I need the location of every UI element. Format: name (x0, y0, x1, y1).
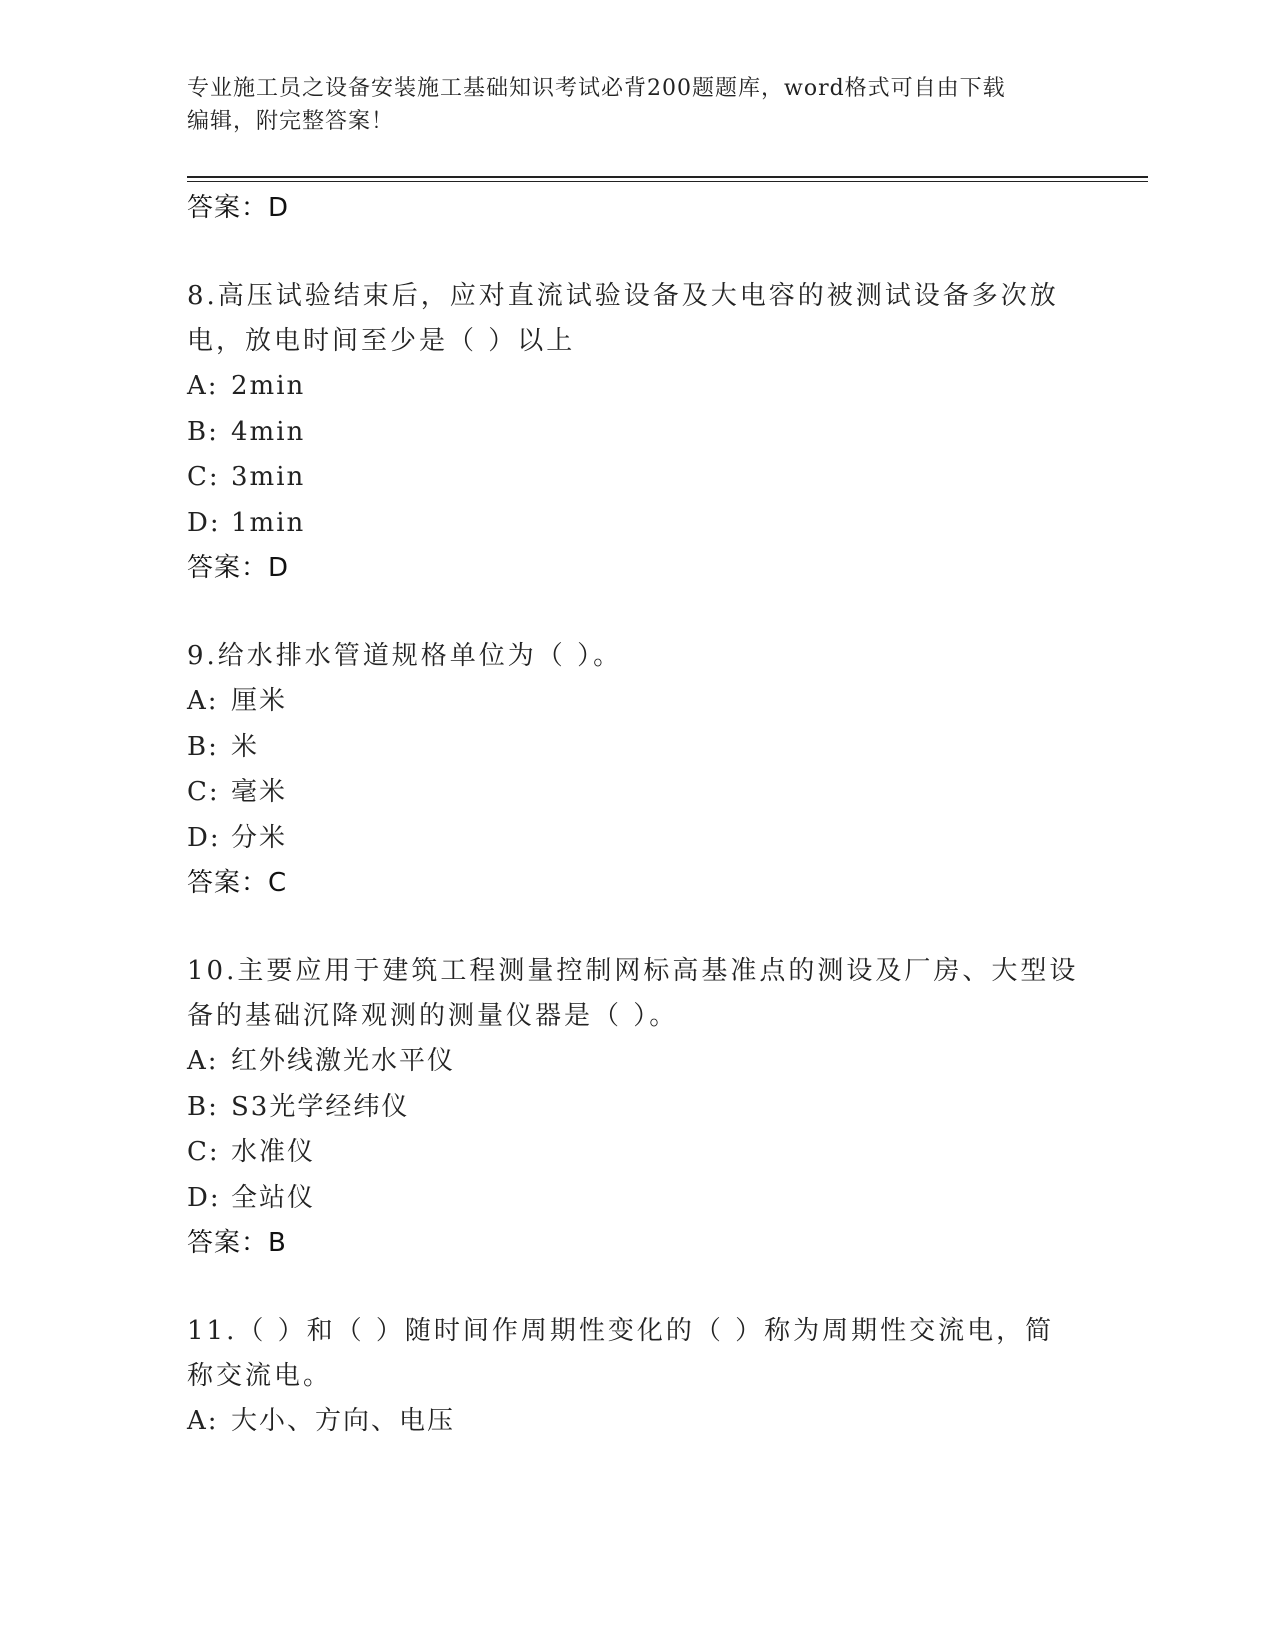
option-text: 4min (231, 416, 306, 447)
option-key: D: (187, 1182, 221, 1213)
option-text: 水准仪 (231, 1137, 316, 1167)
question-stem-line: 称交流电。 (187, 1361, 333, 1391)
option-text: S3光学经纬仪 (231, 1091, 410, 1122)
question-stem-line: 11.（ ）和（ ）随时间作周期性变化的（ ）称为周期性交流电，简 (187, 1316, 1055, 1346)
header-divider-thick (187, 176, 1148, 178)
option-key: D: (187, 507, 221, 538)
option-text: 毫米 (231, 777, 288, 807)
option-item (187, 1130, 1087, 1176)
option-item (187, 1399, 1087, 1445)
option-item (187, 770, 1087, 816)
option-key: D: (187, 822, 221, 853)
question-stem (187, 274, 1087, 364)
question-stem-line: 10.主要应用于建筑工程测量控制网标高基准点的测设及厂房、大型设 (187, 956, 1079, 986)
option-text: 3min (231, 462, 306, 492)
option-key: A: (187, 1046, 219, 1076)
option-item (187, 501, 1087, 547)
question-item (187, 274, 1087, 590)
answer-line: 答案：D (187, 553, 290, 583)
question-stem-line: 8.高压试验结束后，应对直流试验设备及大电容的被测试设备多次放 (187, 281, 1059, 311)
answer-line: 答案：D (187, 193, 290, 223)
question-stem-line: 9.给水排水管道规格单位为（ ）。 (187, 641, 623, 671)
option-text: 1min (231, 507, 306, 538)
option-key: B: (187, 1091, 219, 1122)
option-item (187, 364, 1087, 410)
option-key: C: (187, 777, 220, 807)
question-list (187, 186, 1087, 1445)
question-stem (187, 949, 1087, 1039)
option-item (187, 816, 1087, 862)
question-item (187, 634, 1087, 905)
question-item (187, 949, 1087, 1265)
option-key: B: (187, 416, 219, 447)
option-key: A: (187, 371, 219, 401)
option-text: 厘米 (231, 686, 288, 716)
option-text: 红外线激光水平仪 (231, 1046, 456, 1076)
option-key: A: (187, 1406, 219, 1436)
option-item (187, 410, 1087, 456)
question-item (187, 1309, 1087, 1445)
answer-line: 答案：B (187, 1228, 287, 1258)
option-key: C: (187, 1137, 220, 1167)
question-stem-line: 电，放电时间至少是（ ）以上 (187, 326, 576, 356)
option-item (187, 455, 1087, 501)
option-text: 2min (231, 371, 306, 401)
question-stem-line: 备的基础沉降观测的测量仪器是（ ）。 (187, 1001, 679, 1031)
option-text: 全站仪 (231, 1182, 316, 1213)
option-item (187, 679, 1087, 725)
answer-line: 答案：C (187, 868, 288, 898)
option-key: C: (187, 462, 220, 492)
header-title-line-1: 专业施工员之设备安装施工基础知识考试必背200题题库，word格式可自由下载 (187, 76, 1006, 101)
option-key: A: (187, 686, 219, 716)
option-key: B: (187, 731, 219, 762)
question-stem (187, 1309, 1087, 1399)
option-text: 米 (231, 731, 260, 762)
option-item (187, 1039, 1087, 1085)
option-item (187, 1085, 1087, 1131)
option-item (187, 1176, 1087, 1222)
question-stem (187, 634, 1087, 679)
option-item (187, 725, 1087, 771)
header-divider-thin (187, 181, 1148, 182)
document-header (187, 72, 1087, 138)
option-text: 分米 (231, 822, 288, 853)
header-title-line-2: 编辑，附完整答案！ (187, 109, 395, 134)
option-text: 大小、方向、电压 (231, 1406, 456, 1436)
